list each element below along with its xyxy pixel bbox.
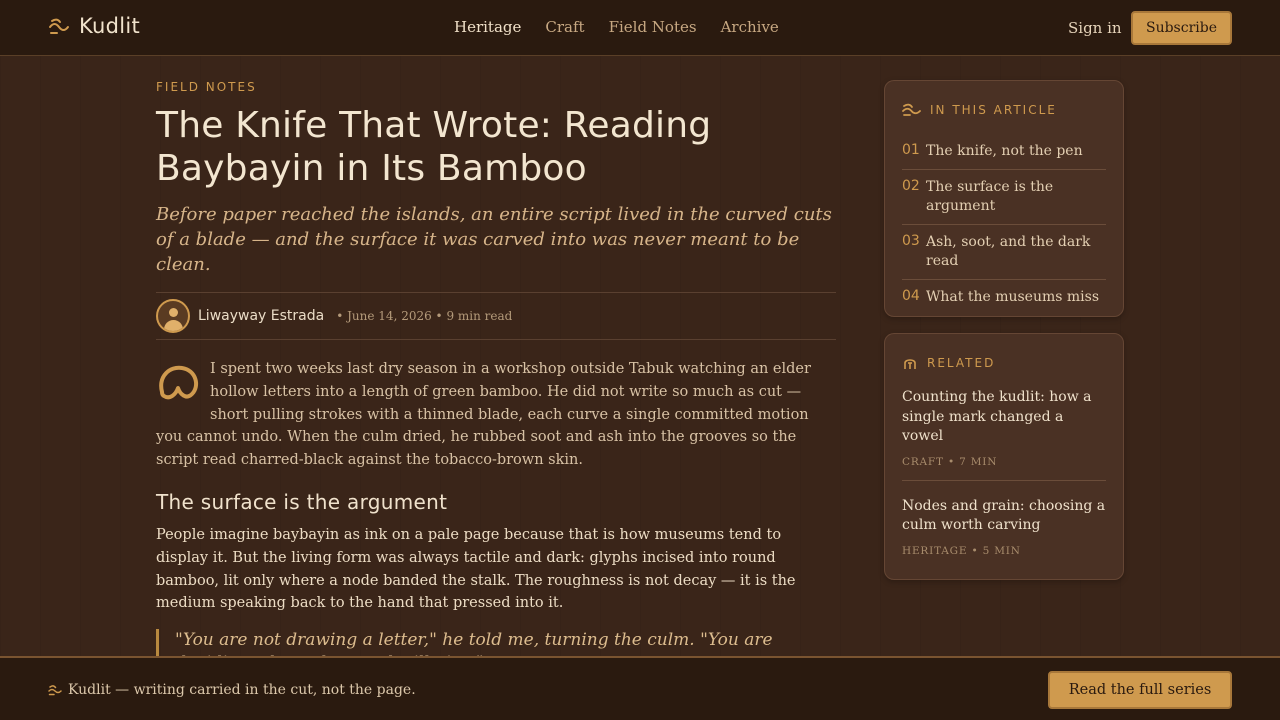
toc-item-label: The surface is the argument: [926, 178, 1054, 214]
toc-item-number: 03: [902, 232, 920, 249]
subscribe-button[interactable]: Subscribe: [1131, 11, 1232, 45]
toc-item[interactable]: [902, 134, 1106, 170]
author-name[interactable]: Liwayway Estrada: [198, 308, 325, 324]
bottom-bar: [0, 656, 1280, 720]
toc-item-label: What the museums miss: [926, 288, 1100, 305]
related-header: [902, 354, 1106, 372]
footer-brand: [48, 682, 416, 698]
table-of-contents-card: [884, 80, 1124, 317]
toc-item[interactable]: [902, 170, 1106, 225]
top-navigation-bar: [0, 0, 1280, 56]
section-heading: The surface is the argument: [156, 489, 448, 514]
article-meta: • June 14, 2026 • 9 min read: [336, 309, 513, 323]
kudlit-mark-icon: [902, 103, 921, 117]
toc-item[interactable]: [902, 280, 1106, 315]
footer-tagline: Kudlit — writing carried in the cut, not the page.: [68, 682, 416, 698]
lede-paragraph: [156, 358, 836, 472]
related-item[interactable]: [902, 481, 1106, 569]
byline: [156, 292, 836, 340]
related-item-title[interactable]: Nodes and grain: choosing a culm worth carving: [902, 497, 1106, 533]
toc-item[interactable]: [902, 225, 1106, 280]
archway-icon: [902, 355, 918, 371]
related-item-meta: HERITAGE • 5 MIN: [902, 544, 1021, 557]
sign-in-link[interactable]: Sign in: [1068, 19, 1122, 37]
toc-item-label: The knife, not the pen: [926, 143, 1083, 159]
author-avatar[interactable]: [156, 299, 190, 333]
article-eyebrow: FIELD NOTES: [156, 80, 257, 94]
brand-name: Kudlit: [79, 14, 141, 38]
nav-item-heritage[interactable]: Heritage: [454, 18, 522, 36]
publish-date: June 14, 2026: [347, 309, 432, 323]
related-item-title[interactable]: Counting the kudlit: how a single mark changed a vowel: [902, 389, 1092, 444]
article-dek: Before paper reached the islands, an entire script lived in the curved cuts of a blade — and the surface it was carved into was never meant to be clean.: [156, 204, 832, 275]
related-item[interactable]: [902, 372, 1106, 481]
related-articles-card: [884, 333, 1124, 580]
body-paragraph: People imagine baybayin as ink on a pale page because that is how museums tend to display it. But the living form was always tactile and dark: glyphs incised into round bamboo, lit only where a node banded the stalk. The roughness is not decay — it is the medium speaking back to the hand that pressed into it.: [156, 526, 796, 612]
toc-item-number: 01: [902, 142, 920, 158]
read-full-series-button[interactable]: Read the full series: [1048, 671, 1232, 709]
lede-text: I spent two weeks last dry season in a workshop outside Tabuk watching an elder hollow letters into a length of green bamboo. He did not write so much as cut — short pulling strokes with a thinned blade, each curve a single committed motion you cannot undo. When the culm dried, he rubbed soot and ash into the grooves so the script read charred-black against the tobacco-brown skin.: [156, 361, 811, 469]
toc-header: [902, 101, 1106, 119]
nav-item-archive[interactable]: Archive: [720, 18, 779, 36]
toc-item-label: Ash, soot, and the dark read: [926, 233, 1091, 269]
main-nav: [454, 18, 779, 36]
toc-item-number: 04: [902, 287, 920, 304]
toc-heading: IN THIS ARTICLE: [930, 103, 1057, 117]
nav-item-craft[interactable]: Craft: [545, 18, 585, 36]
article-title: The Knife That Wrote: Reading Baybayin in Its Bamboo: [156, 105, 712, 189]
kudlit-mark-icon: [48, 684, 62, 696]
related-item-meta: CRAFT • 7 MIN: [902, 455, 998, 468]
read-time: 9 min read: [446, 309, 513, 323]
related-heading: RELATED: [927, 356, 996, 370]
article: [156, 80, 836, 674]
pull-quote: "You are not drawing a letter," he told me, turning the culm. "You are: [156, 629, 836, 674]
brand-logo[interactable]: [48, 14, 140, 38]
toc-list: [902, 134, 1106, 314]
kudlit-mark-icon: [48, 15, 70, 37]
nav-item-field-notes[interactable]: Field Notes: [608, 18, 697, 36]
toc-item-number: 02: [902, 177, 920, 194]
dropcap-glyph-icon: [156, 360, 202, 406]
